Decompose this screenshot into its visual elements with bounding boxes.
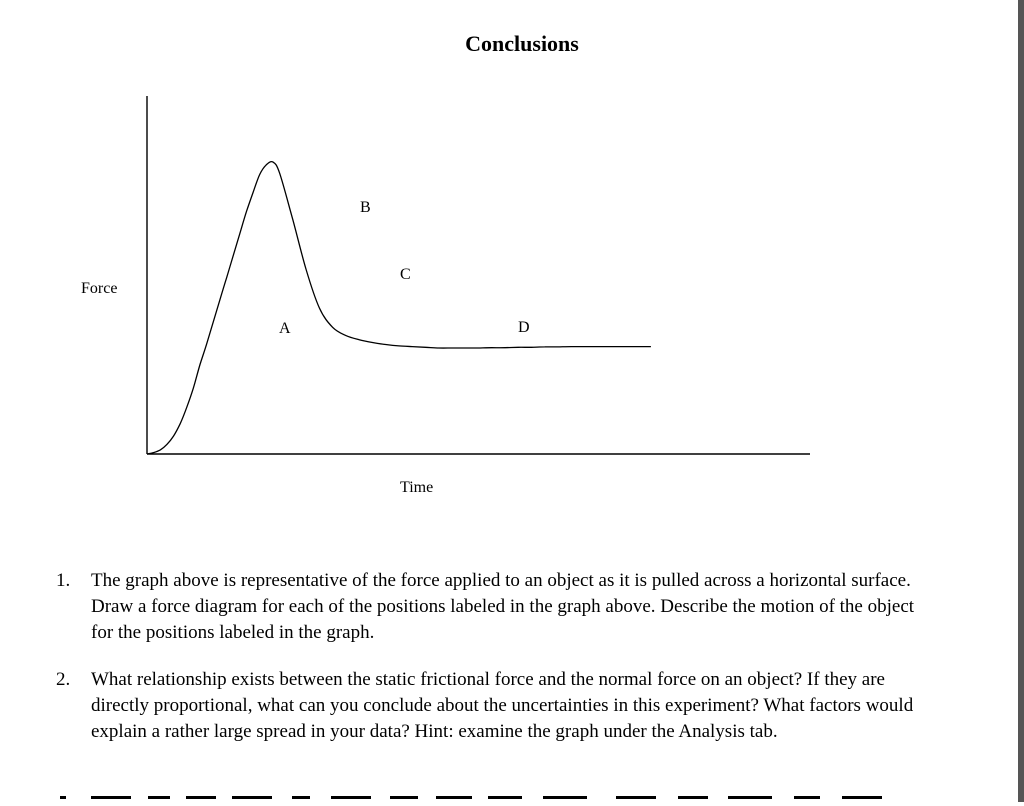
force-curve bbox=[147, 162, 651, 454]
question-text: The graph above is representative of the force applied to an object as it is pulled across a horizontal surface. Draw a force diagram for each of the positions labeled in the graph above. Describe the motion of the object for the positions labeled in the graph. bbox=[91, 570, 915, 643]
question-list bbox=[56, 568, 936, 766]
x-axis-label: Time bbox=[400, 479, 434, 496]
question-number: 1. bbox=[56, 570, 71, 591]
point-label-a: A bbox=[279, 320, 291, 337]
cut-off-text-line bbox=[56, 796, 886, 806]
question-item bbox=[56, 667, 936, 745]
question-item bbox=[56, 568, 936, 646]
question-number: 2. bbox=[56, 669, 71, 690]
point-label-c: C bbox=[400, 266, 411, 283]
page-title: Conclusions bbox=[465, 31, 579, 56]
point-label-b: B bbox=[360, 199, 371, 216]
y-axis-label: Force bbox=[81, 280, 118, 297]
point-label-d: D bbox=[518, 319, 530, 336]
question-text: What relationship exists between the static frictional force and the normal force on an object? If they are directly proportional, what can you conclude about the uncertainties in this experiment? What factors would explain a rather large spread in your data? Hint: examine the graph under the Analysis tab. bbox=[91, 669, 914, 742]
scrollbar[interactable] bbox=[1018, 0, 1024, 802]
